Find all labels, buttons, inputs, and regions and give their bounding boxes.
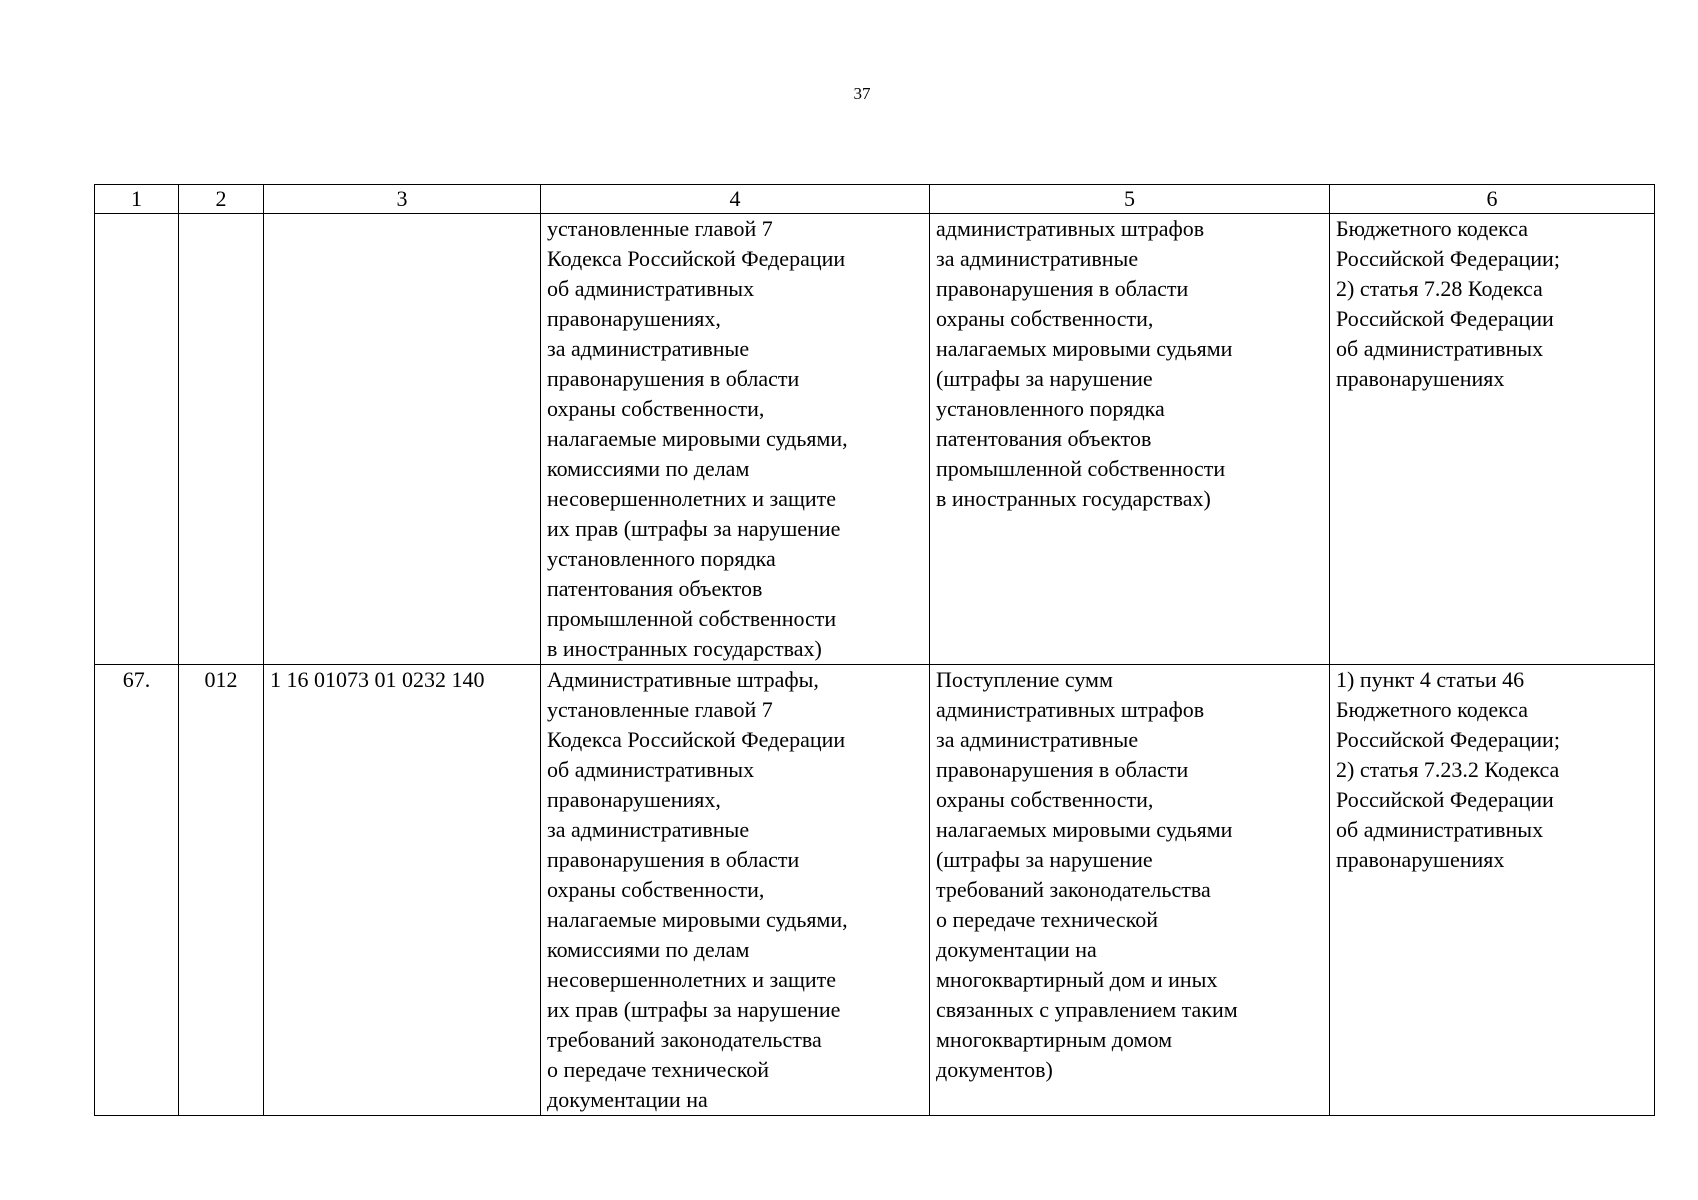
code-cell (179, 214, 264, 665)
column-header: 6 (1330, 185, 1655, 214)
legal-basis-cell: Бюджетного кодекса Российской Федерации; 2) статья 7.28 Кодекса Российской Федерации об административных правонарушениях (1330, 214, 1655, 665)
code-cell: 012 (179, 665, 264, 1116)
name-cell: Административные штрафы, установленные главой 7 Кодекса Российской Федерации об административных правонарушениях, за административные правонарушения в области охраны собственности, налагаемые мировыми судьями, комиссиями по делам несовершеннолетних и защите их прав (штрафы за нарушение требований законодательства о передаче технической документации на (541, 665, 930, 1116)
page-number: 37 (853, 84, 871, 103)
table-header-row (95, 185, 1655, 214)
description-cell: административных штрафов за административные правонарушения в области охраны собственности, налагаемых мировыми судьями (штрафы за нарушение установленного порядка патентования объектов промышленной собственности в иностранных государствах) (930, 214, 1330, 665)
name-cell: установленные главой 7 Кодекса Российской Федерации об административных правонарушениях, за административные правонарушения в области охраны собственности, налагаемые мировыми судьями, комиссиями по делам несовершеннолетних и защите их прав (штрафы за нарушение установленного порядка патентования объектов промышленной собственности в иностранных государствах) (541, 214, 930, 665)
legal-basis-cell: 1) пункт 4 статьи 46 Бюджетного кодекса Российской Федерации; 2) статья 7.23.2 Кодекса Российской Федерации об административных правонарушениях (1330, 665, 1655, 1116)
row-number-cell (95, 214, 179, 665)
description-cell: Поступление сумм административных штрафов за административные правонарушения в области охраны собственности, налагаемых мировыми судьями (штрафы за нарушение требований законодательства о передаче технической документации на многоквартирный дом и иных связанных с управлением таким многоквартирным домом документов) (930, 665, 1330, 1116)
column-header: 3 (264, 185, 541, 214)
table-row (95, 665, 1655, 1116)
budget-classification-table (94, 184, 1655, 1116)
column-header: 4 (541, 185, 930, 214)
column-header: 1 (95, 185, 179, 214)
kbk-cell (264, 214, 541, 665)
column-header: 2 (179, 185, 264, 214)
column-header: 5 (930, 185, 1330, 214)
table-row (95, 214, 1655, 665)
row-number-cell: 67. (95, 665, 179, 1116)
kbk-cell: 1 16 01073 01 0232 140 (264, 665, 541, 1116)
